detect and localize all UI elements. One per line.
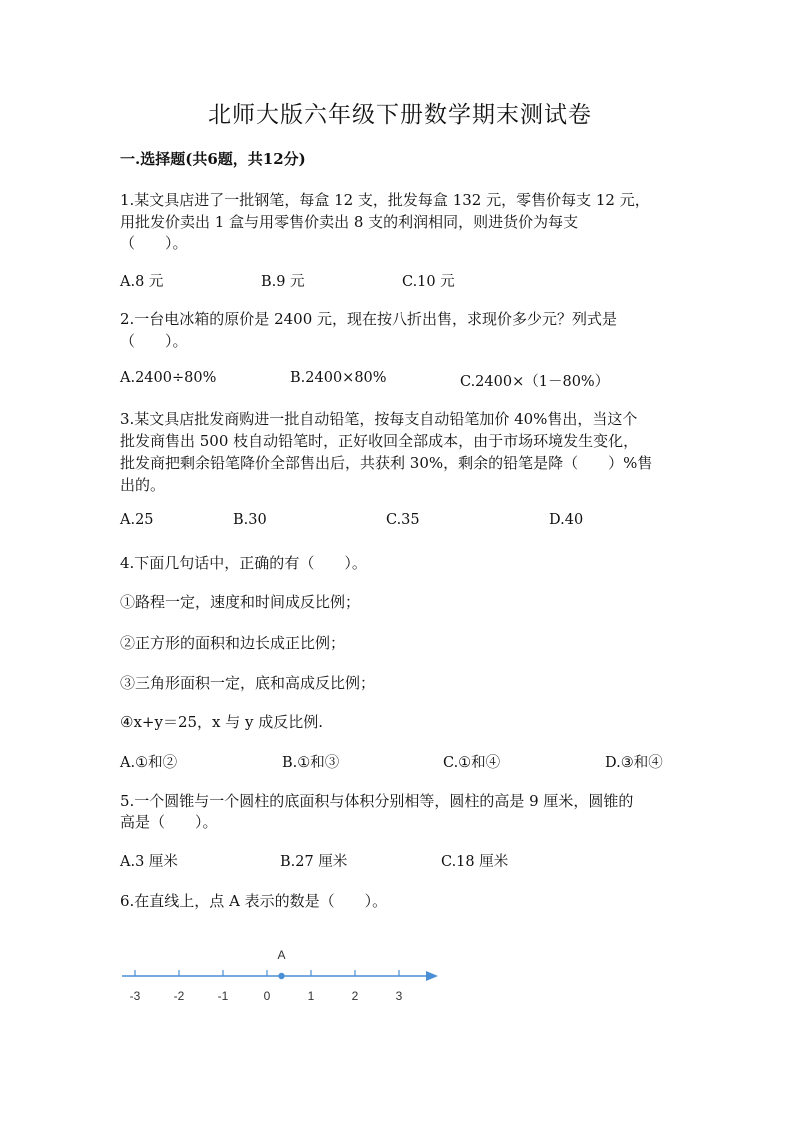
question-4-statement-1: ①路程一定，速度和时间成反比例； <box>120 593 361 611</box>
question-5-line-2: 高是（ ）。 <box>120 813 218 831</box>
number-line-tick-label: -3 <box>129 989 141 1003</box>
question-3-line-4: 出的。 <box>120 476 166 494</box>
question-4-option-a: A.①和② <box>120 755 178 771</box>
question-2-line-2: （ ）。 <box>120 332 188 350</box>
question-4-statement-4: ④x+y＝25，x 与 y 成反比例. <box>120 713 324 731</box>
section-heading: 一.选择题(共6题，共12分) <box>120 150 306 168</box>
number-line-tick-label: 0 <box>263 989 271 1003</box>
question-5-option-b: B.27 厘米 <box>280 854 348 870</box>
question-1-line-2: 用批发价卖出 1 盒与用零售价卖出 8 支的利润相同，则进货价为每支 <box>120 213 579 231</box>
question-1-option-b: B.9 元 <box>261 274 305 290</box>
question-5-line-1: 5.一个圆锥与一个圆柱的底面积与体积分别相等，圆柱的高是 9 厘米，圆锥的 <box>120 792 634 810</box>
question-4-option-c: C.①和④ <box>443 755 501 771</box>
question-3-line-1: 3.某文具店批发商购进一批自动铅笔，按每支自动铅笔加价 40%售出，当这个 <box>120 410 638 428</box>
question-4-statement-3: ③三角形面积一定，底和高成反比例； <box>120 674 376 692</box>
question-6-line-1: 6.在直线上，点 A 表示的数是（ ）。 <box>120 892 388 910</box>
point-a-marker <box>278 973 284 979</box>
point-a-label: A <box>277 948 286 962</box>
question-3-line-3: 批发商把剩余铅笔降价全部售出后，共获利 30%，剩余的铅笔是降（ ）%售 <box>120 454 653 472</box>
question-2-option-c: C.2400×（1－80%） <box>460 374 610 390</box>
page-title: 北师大版六年级下册数学期末测试卷 <box>208 102 592 128</box>
question-5-option-c: C.18 厘米 <box>441 854 509 870</box>
number-line-ticks <box>130 970 403 1003</box>
question-4-statement-2: ②正方形的面积和边长成正比例； <box>120 634 346 652</box>
number-line-tick-label: 1 <box>307 989 315 1003</box>
question-3-option-a: A.25 <box>120 512 154 528</box>
question-1-option-a: A.8 元 <box>120 274 164 290</box>
number-line-tick-label: 3 <box>395 989 403 1003</box>
question-3-line-2: 批发商售出 500 枝自动铅笔时，正好收回全部成本，由于市场环境发生变化， <box>120 432 639 450</box>
question-4-option-d: D.③和④ <box>605 755 663 771</box>
question-2-option-b: B.2400×80% <box>290 370 387 386</box>
question-3-option-b: B.30 <box>233 512 267 528</box>
number-line-tick-label: -1 <box>217 989 229 1003</box>
number-line-arrow <box>426 971 438 981</box>
question-3-option-c: C.35 <box>386 512 420 528</box>
question-3-option-d: D.40 <box>549 512 584 528</box>
question-4-line-1: 4.下面几句话中，正确的有（ ）。 <box>120 554 367 572</box>
question-5-option-a: A.3 厘米 <box>120 854 178 870</box>
question-1-line-1: 1.某文具店进了一批钢笔，每盒 12 支，批发每盒 132 元，零售价每支 12 元， <box>120 191 650 209</box>
question-1-option-c: C.10 元 <box>402 274 455 290</box>
number-line-tick-label: -2 <box>173 989 185 1003</box>
question-1-line-3: （ ）。 <box>120 234 188 252</box>
question-2-line-1: 2.一台电冰箱的原价是 2400 元，现在按八折出售，求现价多少元？列式是 <box>120 310 618 328</box>
question-4-option-b: B.①和③ <box>282 755 340 771</box>
number-line-tick-label: 2 <box>351 989 359 1003</box>
question-2-option-a: A.2400÷80% <box>120 370 217 386</box>
number-line-figure <box>110 940 450 1020</box>
